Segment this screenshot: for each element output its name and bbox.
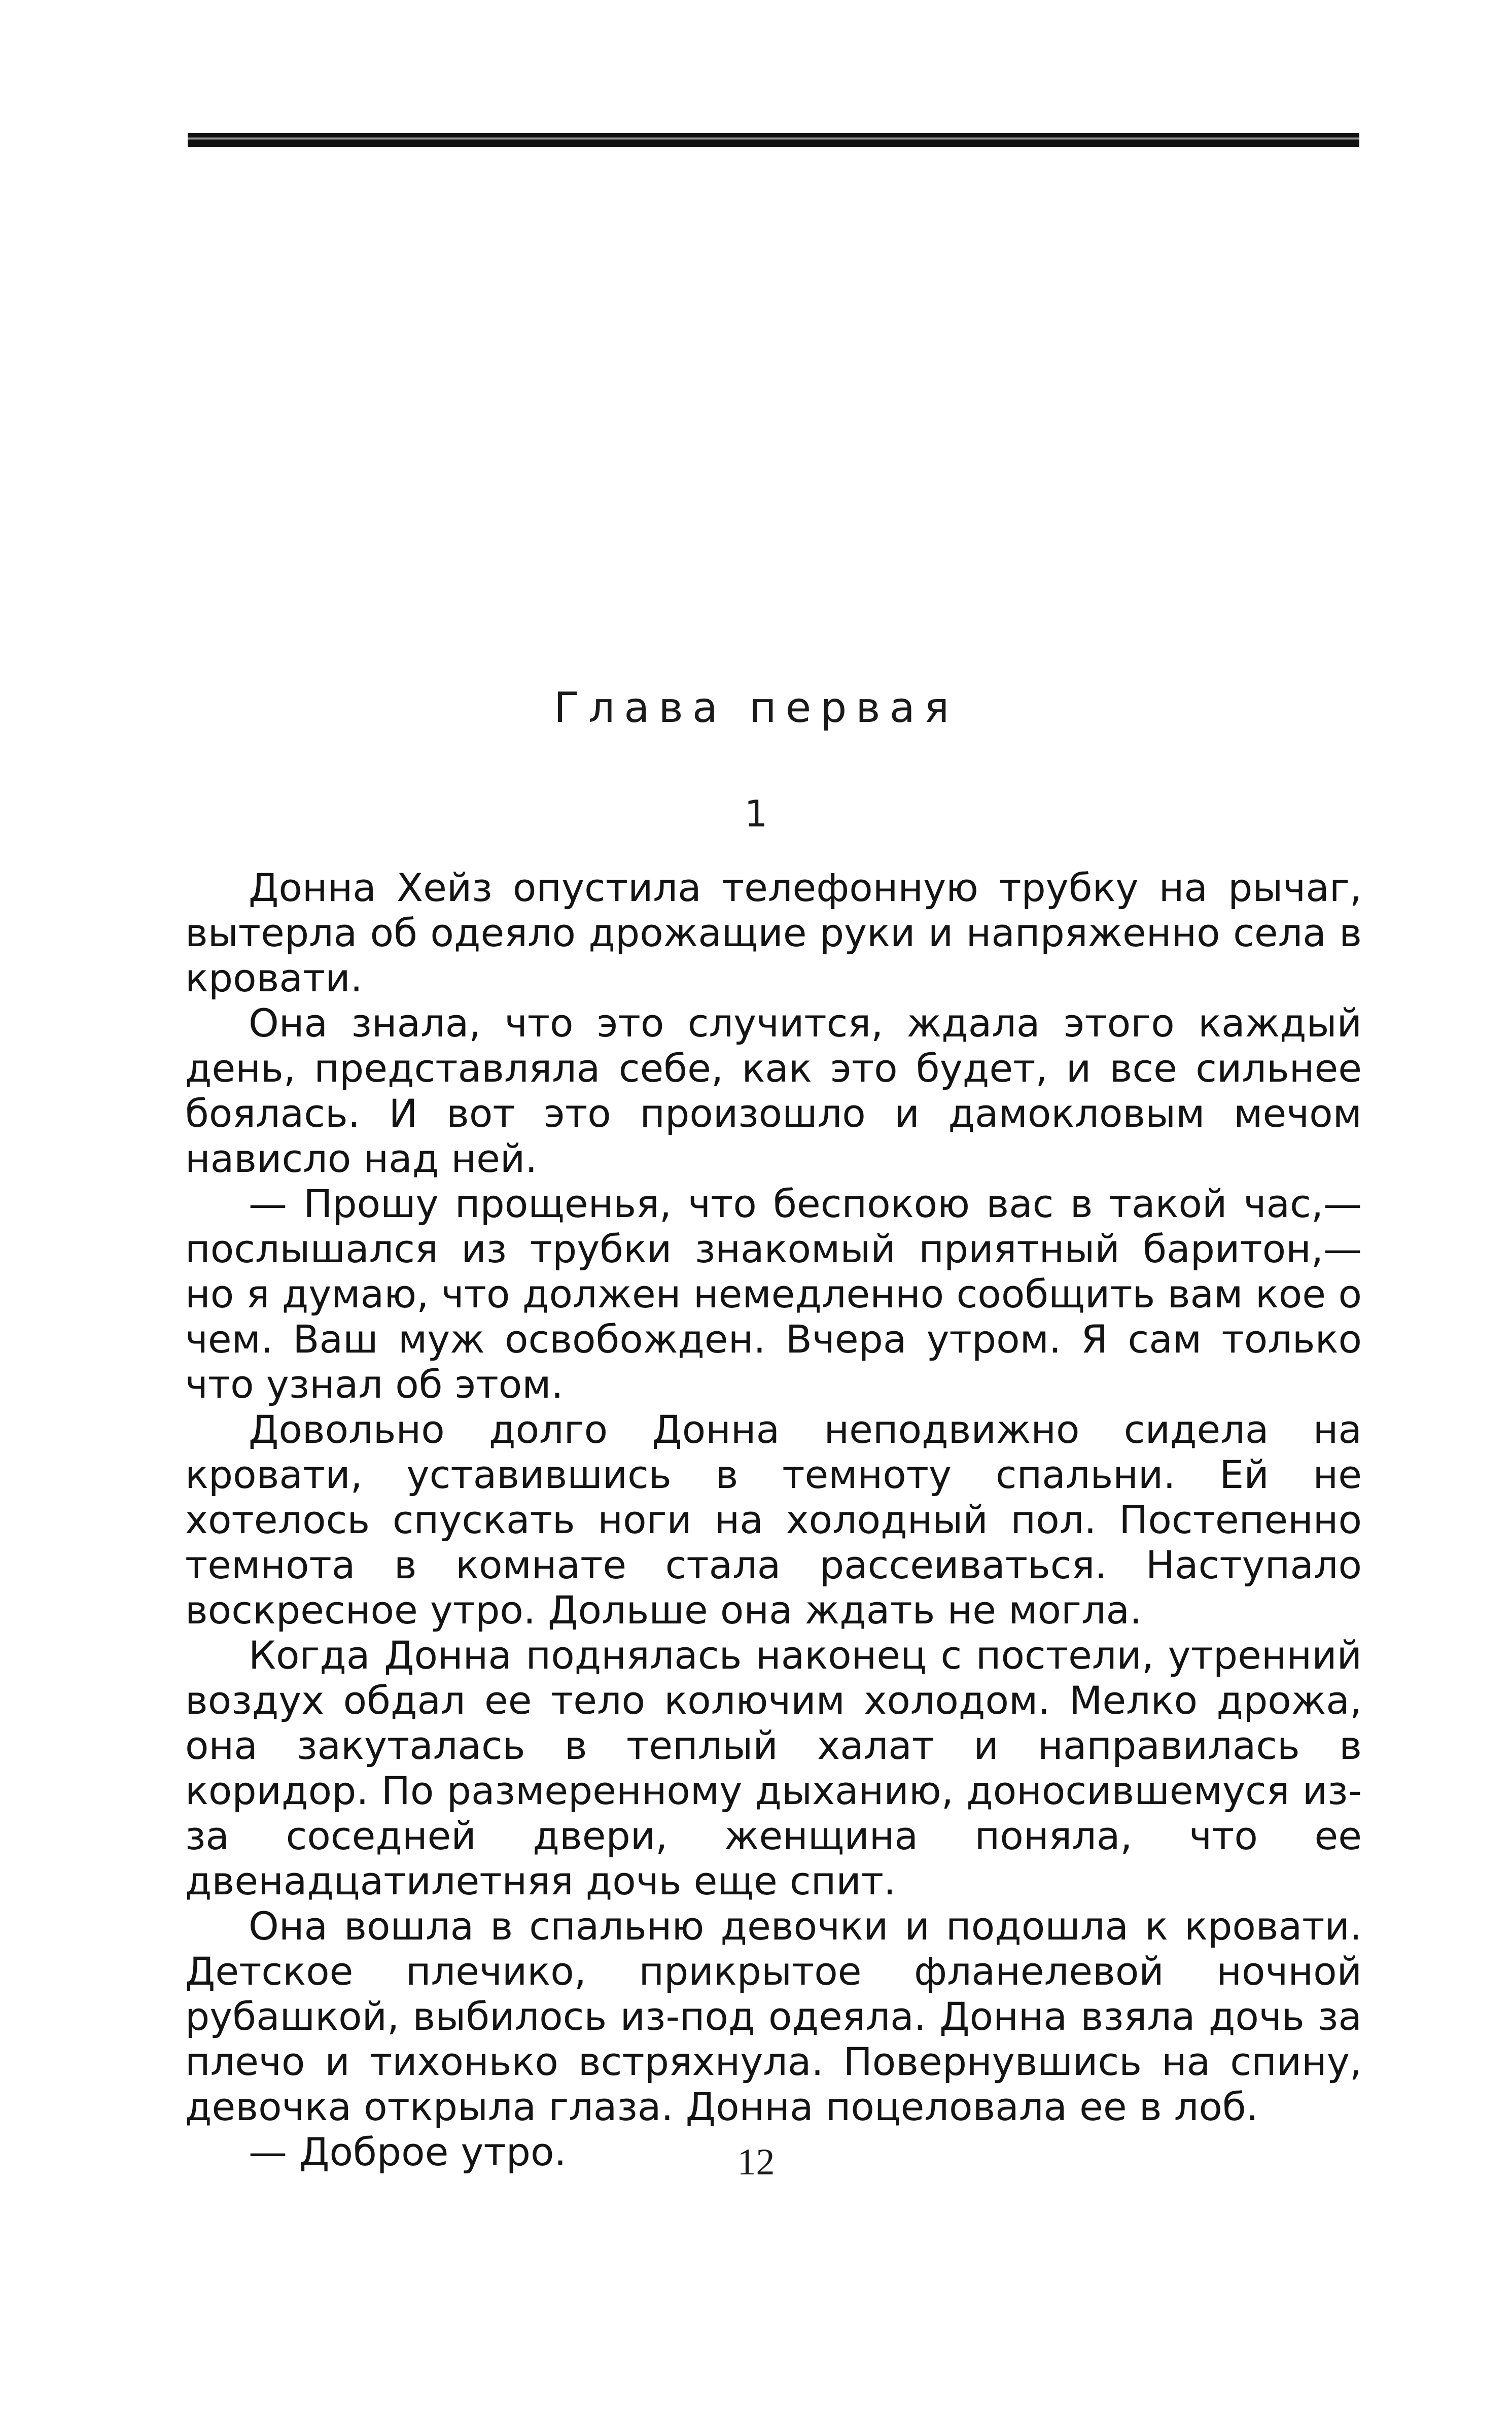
chapter-title: Глава первая: [553, 684, 959, 732]
page-number: 12: [737, 2141, 775, 2183]
paragraph: — Прошу прощенья, что беспокою вас в такой час,— послышался из трубки знакомый приятный баритон,— но я думаю, что должен немедленно сообщить вам кое о чем. Ваш муж освобожден. Вчера утром. Я сам только что узнал об этом.: [185, 1181, 1362, 1407]
paragraph: Донна Хейз опустила телефонную трубку на рычаг, вытерла об одеяло дрожащие руки и напряженно села в кровати.: [185, 865, 1362, 1000]
body-text: [185, 865, 1362, 2174]
section-number: 1: [744, 792, 768, 835]
paragraph: — Доброе утро.: [249, 2129, 567, 2174]
paragraph: Она вошла в спальню девочки и подошла к кровати. Детское плечико, прикрытое фланелевой ночной рубашкой, выбилось из-под одеяла. Донна взяла дочь за плечо и тихонько встряхнула. Повернувшись на спину, девочка открыла глаза. Донна поцеловала ее в лоб.: [185, 1903, 1362, 2129]
paragraph: Она знала, что это случится, ждала этого каждый день, представляла себе, как это будет, и все сильнее боялась. И вот это произошло и дамокловым мечом нависло над ней.: [185, 1000, 1362, 1181]
top-rule: [188, 133, 1359, 147]
paragraph: Когда Донна поднялась наконец с постели, утренний воздух обдал ее тело колючим холодом. Мелко дрожа, она закуталась в теплый халат и направилась в коридор. По размеренному дыханию, доносившемуся из-за соседней двери, женщина поняла, что ее двенадцатилетняя дочь еще спит.: [185, 1633, 1362, 1903]
paragraph: Довольно долго Донна неподвижно сидела на кровати, уставившись в темноту спальни. Ей не хотелось спускать ноги на холодный пол. Постепенно темнота в комнате стала рассеиваться. Наступало воскресное утро. Дольше она ждать не могла.: [185, 1407, 1362, 1633]
